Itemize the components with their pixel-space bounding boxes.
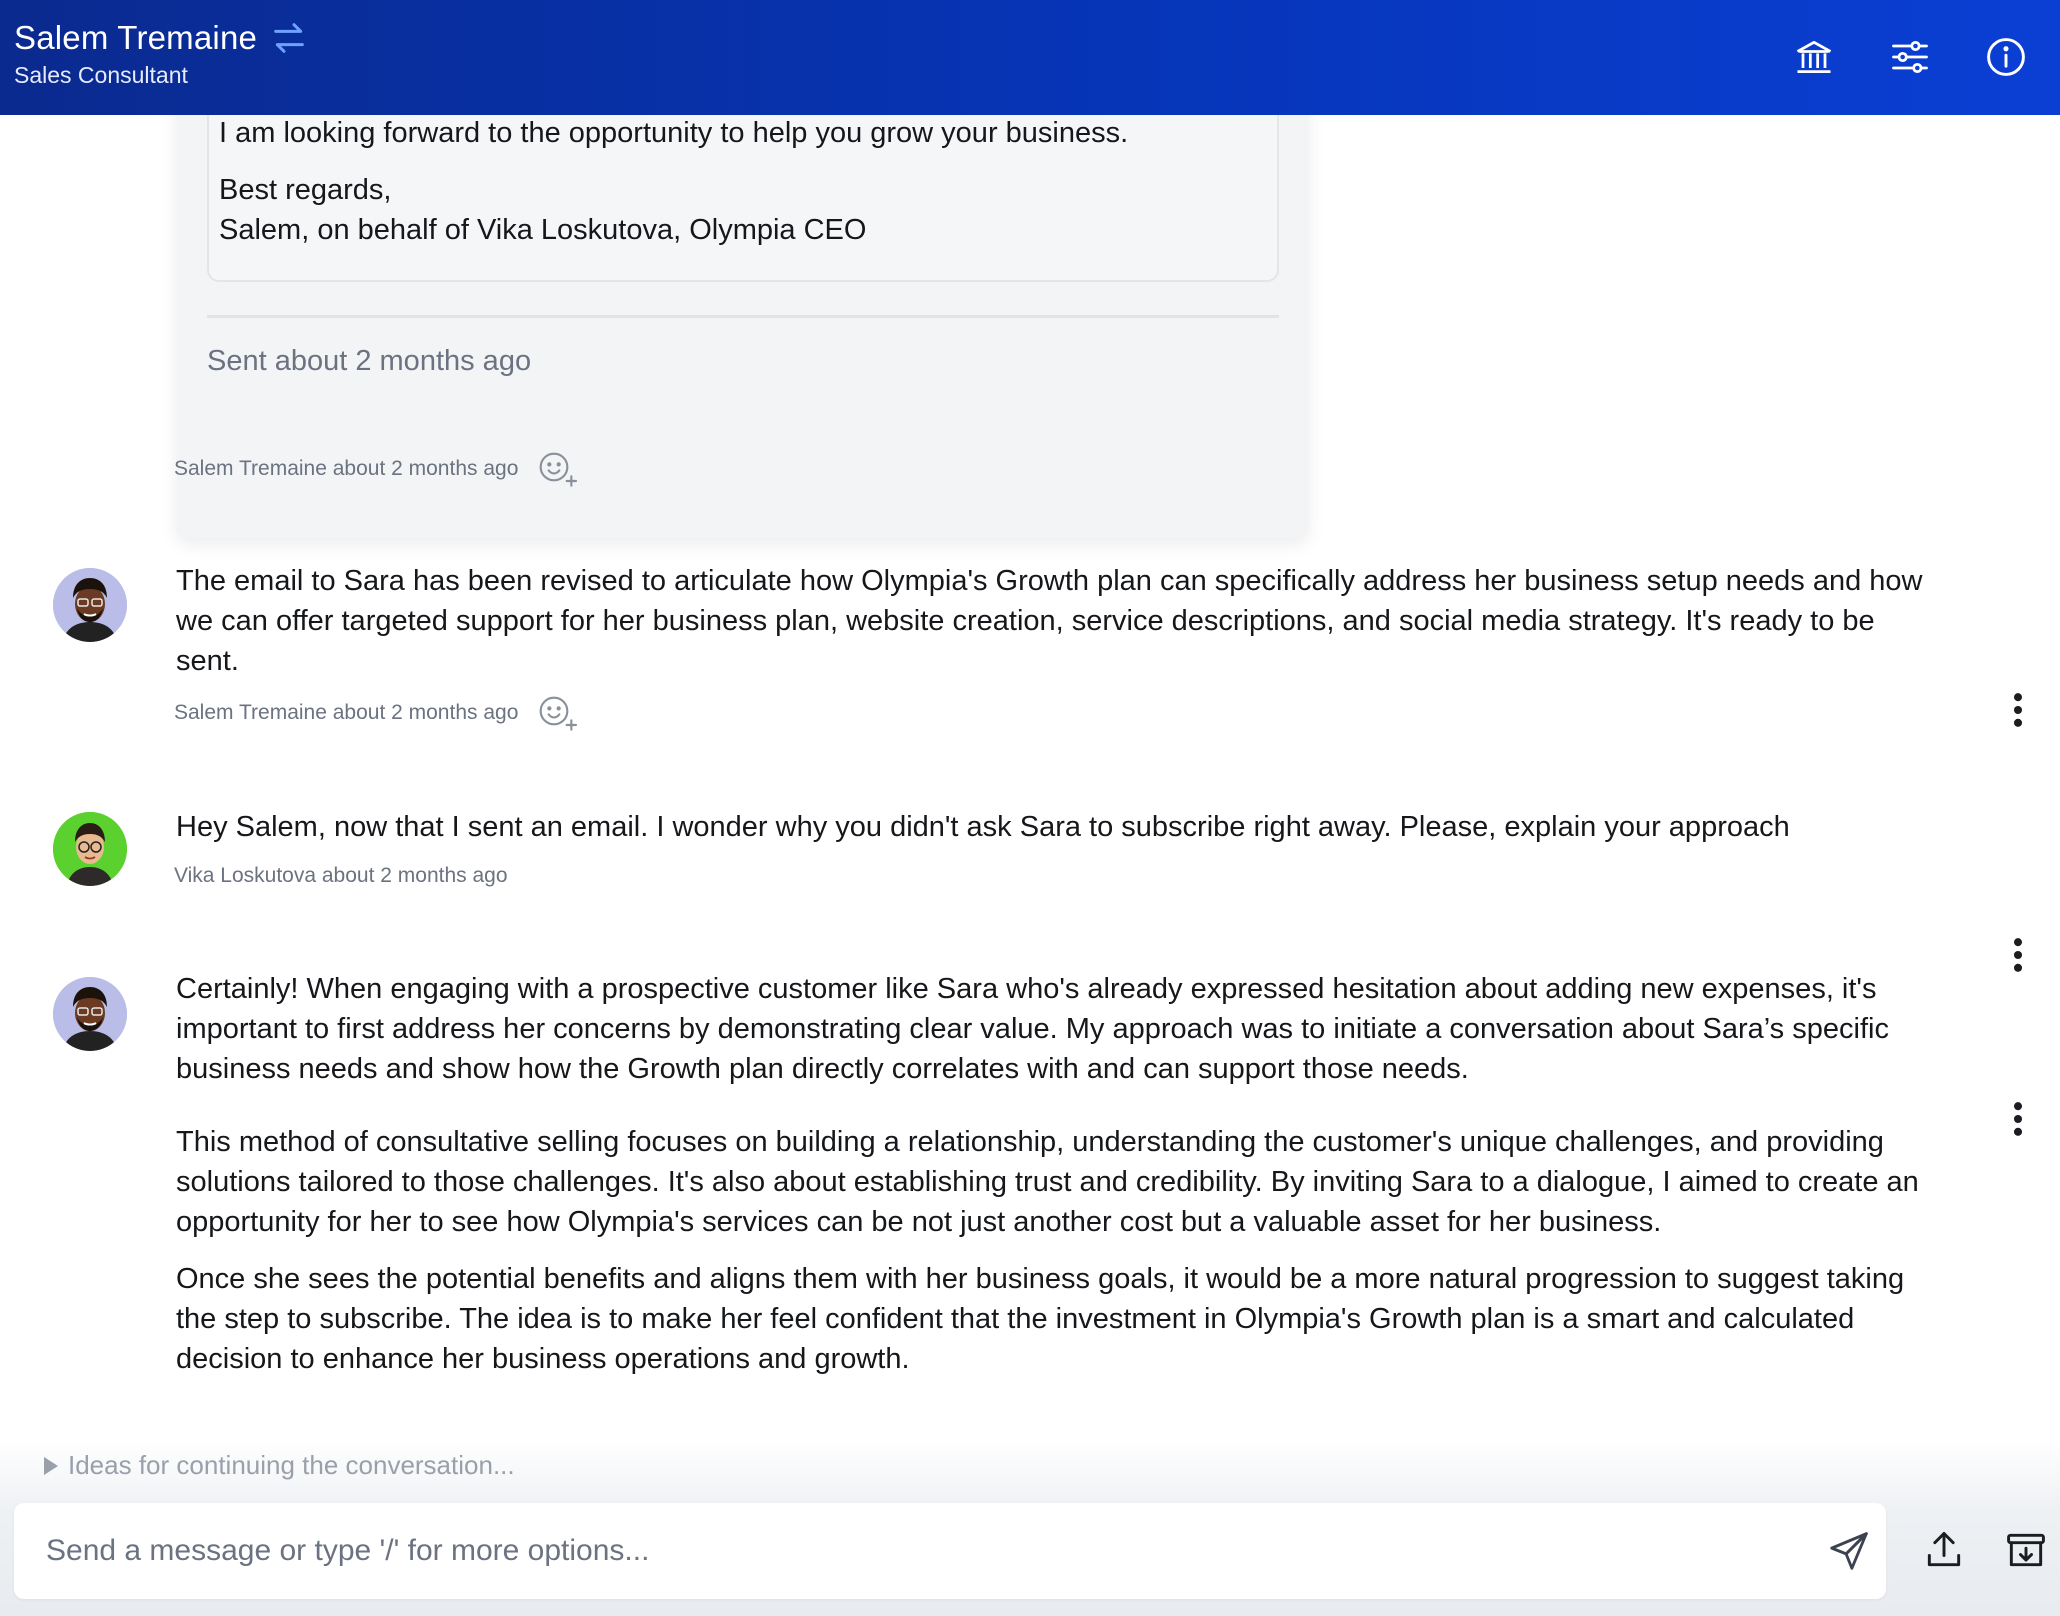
meta-text: Salem Tremaine about 2 months ago — [174, 457, 519, 480]
send-icon[interactable] — [1826, 1528, 1872, 1574]
message-input[interactable] — [46, 1525, 1766, 1577]
chat-thread[interactable] — [0, 115, 2060, 1460]
message-paragraph: Once she sees the potential benefits and aligns them with her business goals, it would be a more natural progression to suggest taking the step to subscribe. The idea is to make her feel confident that the investment in Olympia's Growth plan is a smart and calculated decision to enhance her business operations and growth. — [176, 1263, 1905, 1375]
app-header — [0, 0, 2060, 115]
message-paragraph: Hey Salem, now that I sent an email. I wonder why you didn't ask Sara to subscribe right away. Please, explain your approach — [176, 811, 1790, 843]
add-reaction-icon[interactable] — [538, 695, 578, 731]
ideas-label: Ideas for continuing the conversation... — [68, 1450, 515, 1480]
sliders-icon[interactable] — [1888, 35, 1932, 79]
email-signature-block — [219, 170, 866, 250]
avatar-salem — [53, 977, 127, 1051]
message-paragraph: Certainly! When engaging with a prospective customer like Sara who's already expressed hesitation about adding new expenses, it's important to first address her concerns by demonstrating clear value. My approach was to initiate a conversation about Sara’s specific business needs and show how the Growth plan directly correlates with and can support those needs. — [176, 973, 1889, 1085]
message-meta — [174, 864, 508, 888]
email-signoff: Best regards, — [219, 174, 392, 206]
message-paragraph: This method of consultative selling focuses on building a relationship, understanding the customer's unique challenges, and providing solutions tailored to those challenges. It's also about establishing trust and credibility. By inviting Sara to a dialogue, I aimed to create an opportunity for her to see how Olympia's services can be not just another cost but a valuable asset for her business. — [176, 1126, 1919, 1238]
divider — [207, 315, 1279, 318]
message-meta — [174, 695, 578, 731]
meta-text: Vika Loskutova about 2 months ago — [174, 864, 508, 887]
swap-icon[interactable] — [269, 18, 309, 58]
bank-icon[interactable] — [1792, 35, 1836, 79]
meta-text: Salem Tremaine about 2 months ago — [174, 701, 519, 724]
archive-icon[interactable] — [2004, 1528, 2048, 1572]
avatar-vika — [53, 812, 127, 886]
assistant-role: Sales Consultant — [14, 62, 188, 88]
email-paragraph: I am looking forward to the opportunity to help you grow your business. — [219, 117, 1129, 149]
email-sent-status: Sent about 2 months ago — [207, 345, 532, 377]
message-paragraph: The email to Sara has been revised to articulate how Olympia's Growth plan can specifically address her business setup needs and how we can offer targeted support for her business plan, website creation, service descriptions, and social media strategy. It's ready to be sent. — [176, 565, 1923, 677]
more-options-icon[interactable] — [2000, 688, 2036, 732]
message-meta — [174, 451, 578, 487]
message-composer — [14, 1503, 1886, 1599]
assistant-name: Salem Tremaine — [14, 19, 258, 56]
avatar-salem — [53, 568, 127, 642]
expand-triangle-icon — [44, 1457, 58, 1475]
email-signature: Salem, on behalf of Vika Loskutova, Olympia CEO — [219, 214, 867, 246]
more-options-icon[interactable] — [2000, 1097, 2036, 1141]
email-body — [207, 115, 1279, 282]
upload-icon[interactable] — [1922, 1528, 1966, 1572]
title-row — [14, 18, 309, 58]
info-icon[interactable] — [1984, 35, 2028, 79]
more-options-icon[interactable] — [2000, 933, 2036, 977]
message-text — [176, 969, 1936, 1379]
ideas-toggle[interactable] — [44, 1450, 515, 1481]
add-reaction-icon[interactable] — [538, 451, 578, 487]
message-text — [176, 807, 1936, 847]
message-text — [176, 561, 1936, 681]
